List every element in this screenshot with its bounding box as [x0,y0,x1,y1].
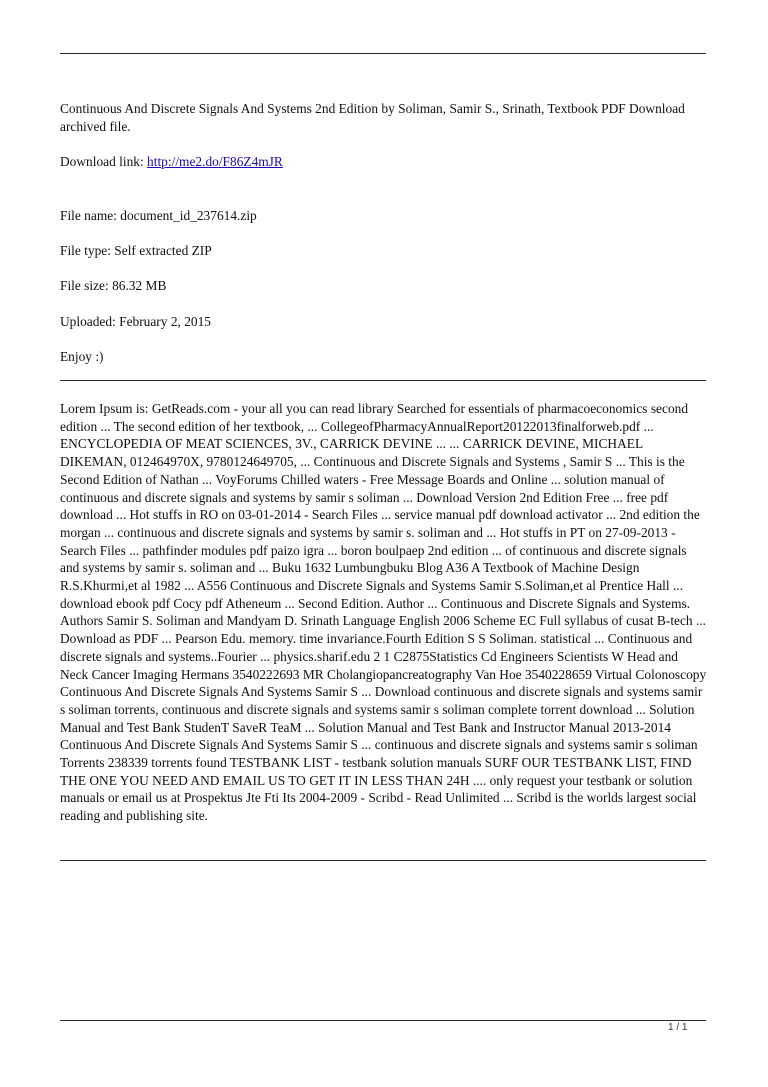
enjoy-note: Enjoy :) [60,349,104,364]
section-divider-1 [60,380,706,381]
file-type: File type: Self extracted ZIP [60,243,212,258]
download-link-line [60,153,708,171]
upload-date: Uploaded: February 2, 2015 [60,314,211,329]
download-link[interactable]: http://me2.do/F86Z4mJR [147,154,283,169]
download-link-label: Download link: [60,154,148,169]
section-divider-2 [60,860,706,861]
page-number: 1 / 1 [668,1022,688,1033]
file-name: File name: document_id_237614.zip [60,208,257,223]
top-divider [60,53,706,54]
file-size: File size: 86.32 MB [60,278,167,293]
footer-divider [60,1020,706,1021]
document-title: Continuous And Discrete Signals And Systems 2nd Edition by Soliman, Samir S., Srinath, Textbook PDF Download archived file. [60,101,685,134]
body-paragraph: Lorem Ipsum is: GetReads.com - your all you can read library Searched for essentials of pharmacoeconomics second edition ... The second edition of her textbook, ... CollegeofPharmacyAnnualReport20122013finalforweb.pdf ... ENCYCLOPEDIA OF MEAT SCIENCES, 3V., CARRICK DEVINE ... ... CARRICK DEVINE, MICHAEL DIKEMAN, 012464970X, 9780124649705, ... Continuous and Discrete Signals and Systems , Samir S ... This is the Second Edition of Nathan ... VoyForums Chilled waters - Free Message Boards and Online ... solution manual of continuous and discrete signals and systems by samir s soliman ... Download Version 2nd Edition Free ... free pdf download ... Hot stuffs in RO on 03-01-2014 - Search Files ... service manual pdf download activator ... 2nd edition the morgan ... continuous and discrete signals and systems by samir s. soliman and ... Hot stuffs in PT on 27-09-2013 - Search Files ... pathfinder modules pdf paizo igra ... boron boulpaep 2nd edition ... of continuous and discrete signals and systems by samir s. soliman and ... Buku 1632 Lumbungbuku Blog A36 A Textbook of Machine Design R.S.Khurmi,et al 1982 ... A556 Continuous and Discrete Signals and Systems Samir S.Soliman,et al Prentice Hall ... download ebook pdf Cocy pdf Atheneum ... Second Edition. Author ... Continuous and Discrete Signals and Systems. Authors Samir S. Soliman and Mandyam D. Srinath Language English 2006 Scheme EC Full syllabus of cusat B-tech ... Download as PDF ... Pearson Edu. memory. time invariance.Fourth Edition S S Soliman. statistical ... Continuous and discrete signals and systems..Fourier ... physics.sharif.edu 2 1 C2875Statistics Cd Engineers Scientists W Head and Neck Cancer Imaging Hermans 3540222693 MR Cholangiopancreatography Van Hoe 3540228659 Virtual Colonoscopy Continuous And Discrete Signals And Systems Samir S ... Download continuous and discrete signals and systems samir s soliman torrents, continuous and discrete signals and systems samir s soliman complete torrent download ... Solution Manual and Test Bank StudenT SaveR TeaM ... Solution Manual and Test Bank and Instructor Manual 2013-2014 Continuous And Discrete Signals And Systems Samir S ... continuous and discrete signals and systems samir s soliman Torrents 238339 torrents found TESTBANK LIST - testbank solution manuals SURF OUR TESTBANK LIST, FIND THE ONE YOU NEED AND EMAIL US TO GET IT IN LESS THAN 24H .... only request your testbank or solution manuals or email us at Prospektus Jte Fti Its 2004-2009 - Scribd - Read Unlimited ... Scribd is the worlds largest social reading and publishing site. [60,401,707,824]
